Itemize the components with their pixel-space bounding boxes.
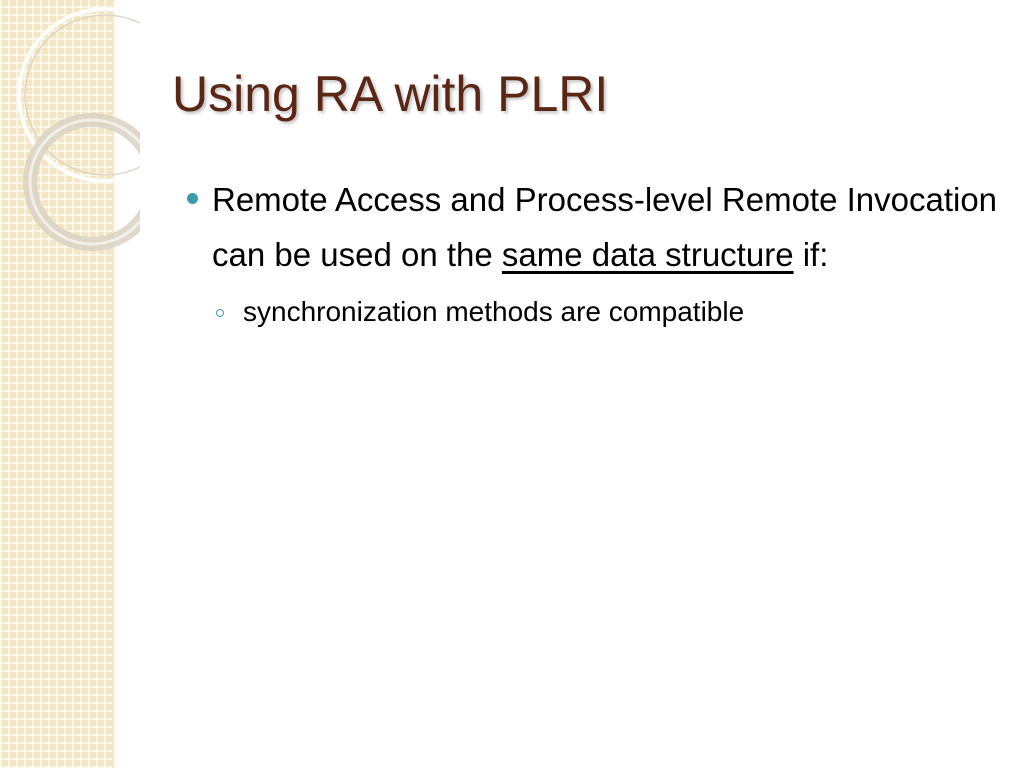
bullet-list xyxy=(184,172,1004,332)
slide-title: Using RA with PLRI xyxy=(172,66,609,122)
bullet-text-end: if: xyxy=(793,236,829,273)
ring-bullet-icon xyxy=(216,309,224,317)
bullet-underlined-text: same data structure xyxy=(501,236,794,273)
sub-bullet-item xyxy=(212,292,1004,332)
sub-bullet-text: synchronization methods are compatible xyxy=(243,296,745,327)
bullet-text: Remote Access and Process-level Remote Invocation can be used on the xyxy=(212,181,998,273)
rings-ornament-icon xyxy=(0,0,140,280)
filled-circle-bullet-icon xyxy=(187,193,198,204)
bullet-item xyxy=(184,172,1004,332)
sub-bullet-list xyxy=(212,292,1004,332)
